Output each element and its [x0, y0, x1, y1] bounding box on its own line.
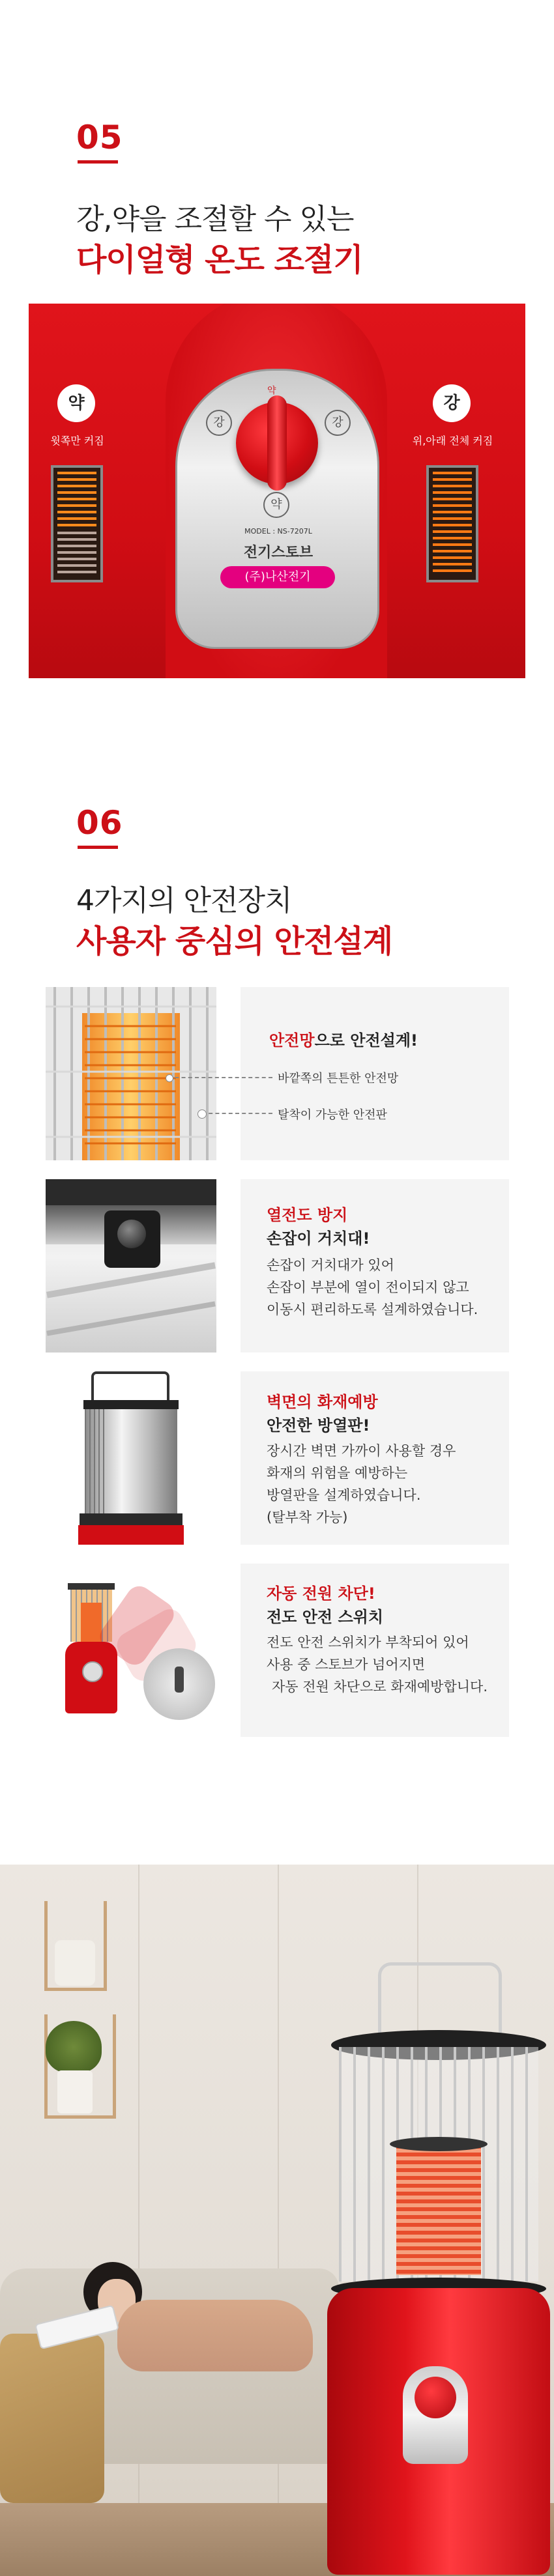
feature-3-line: 장시간 벽면 가까이 사용할 경우: [267, 1443, 456, 1459]
feature-2-line: 이동시 편리하도록 설계하였습니다.: [267, 1302, 478, 1317]
callout-line-1: [168, 1077, 272, 1078]
holder-knob: [117, 1220, 146, 1248]
knob-grip: [267, 395, 287, 491]
feature-2-title-red: 열전도 방지: [267, 1206, 348, 1224]
mini-stove-top: [68, 1583, 115, 1590]
feature-2-title-bold: 손잡이 거치대!: [267, 1229, 370, 1248]
right-heating-coil: [426, 465, 478, 582]
left-caption: 윗쪽만 커짐: [50, 435, 104, 447]
feature-1-title-red: 안전망: [269, 1031, 315, 1050]
section-title-line2: 사용자 중심의 안전설계: [76, 923, 393, 960]
product-stove: [331, 1962, 546, 2575]
dial-label-bottom: 약: [263, 492, 289, 518]
shield-handle: [91, 1371, 169, 1404]
feature-3-title-bold: 안전한 방열판!: [267, 1416, 370, 1435]
shield-grille: [85, 1409, 104, 1513]
feature-1-title-rest: 으로 안전설계!: [314, 1031, 418, 1050]
feature-2-line: 손잡이 부분에 열이 전이되지 않고: [267, 1280, 469, 1295]
left-badge: 약: [57, 384, 95, 422]
feature-4-title-bold: 전도 안전 스위치: [267, 1608, 383, 1626]
section-title-line1: 강,약을 조절할 수 있는: [76, 203, 354, 236]
lifestyle-photo: [0, 1865, 554, 2576]
feature-4-description: [267, 1631, 504, 1698]
shelf-vase-upper: [55, 1940, 95, 1986]
stove-handle: [378, 1962, 502, 2040]
feature-2-description: [267, 1254, 504, 1321]
stove-base-ring: [80, 1513, 182, 1525]
callout-dot-2: [197, 1109, 207, 1119]
section-number-underline: [78, 846, 118, 849]
safety-net-image: [46, 987, 216, 1160]
dial-label-top: 약: [267, 386, 276, 396]
feature-4-title-red: 자동 전원 차단!: [267, 1584, 375, 1603]
left-coil-lines: [53, 468, 100, 580]
temperature-dial-image: [29, 304, 525, 678]
feature-4-line: 사용 중 스토브가 넘어지면: [267, 1657, 426, 1672]
feature-3-title-red: 벽면의 화재예방: [267, 1393, 378, 1411]
handle-wire-2: [46, 1301, 215, 1336]
feature-3-line: 화재의 위험을 예방하는: [267, 1465, 408, 1481]
safety-net-grid: [46, 987, 216, 1160]
section-title-line2: 다이얼형 온도 조절기: [76, 242, 363, 278]
left-heating-coil: [51, 465, 103, 582]
temperature-knob[interactable]: [236, 402, 318, 484]
feature-4-line: 전도 안전 스위치가 부착되어 있어: [267, 1635, 469, 1650]
feature-2-line: 손잡이 거치대가 있어: [267, 1257, 394, 1273]
model-text: MODEL : NS-7207L: [244, 527, 312, 536]
right-caption: 위,아래 전체 커짐: [412, 435, 493, 447]
feature-1-title: [269, 1027, 418, 1050]
feature-1-callout-2: 탈착이 가능한 안전판: [278, 1108, 387, 1122]
shield-top: [83, 1400, 179, 1409]
right-coil-lines: [429, 468, 476, 580]
stove-rim: [46, 1179, 216, 1205]
stove-red-base: [78, 1525, 184, 1545]
right-badge: 강: [433, 384, 471, 422]
handle-holder-image: [46, 1179, 216, 1352]
feature-1-callout-1: 바깥쪽의 튼튼한 안전망: [278, 1072, 399, 1085]
maker-label: (주)나산전기: [220, 566, 335, 588]
heat-shield-image: [46, 1371, 216, 1545]
stove-heating-core: [396, 2145, 481, 2275]
section-title-line1: 4가지의 안전장치: [76, 884, 292, 917]
section-number: 06: [76, 804, 123, 842]
throw-blanket: [0, 2334, 104, 2503]
person-sweater: [117, 2300, 313, 2371]
plant-leaves: [46, 2021, 102, 2073]
feature-3-line: 방열판을 설계하였습니다.: [267, 1487, 421, 1503]
dial-label-right: 강: [325, 410, 351, 436]
feature-4-line: 자동 전원 차단으로 화재예방합니다.: [272, 1679, 488, 1695]
control-panel: [175, 369, 379, 649]
mini-stove-dial: [82, 1661, 103, 1682]
feature-3-line: (탈부착 가능): [267, 1510, 348, 1525]
tip-over-switch-image: [46, 1564, 216, 1737]
product-name: 전기스토브: [243, 545, 313, 561]
stove-dial-knob: [415, 2377, 456, 2418]
section-number-underline: [78, 160, 118, 164]
switch-pin: [175, 1667, 184, 1693]
dial-label-left: 강: [206, 410, 232, 436]
mini-stove-glow: [81, 1603, 102, 1642]
section-number: 05: [76, 119, 123, 156]
stove-core-cap: [390, 2137, 488, 2151]
callout-dot-1: [166, 1074, 173, 1082]
feature-3-description: [267, 1440, 504, 1528]
callout-line-2: [202, 1113, 272, 1114]
plant-pot: [57, 2070, 93, 2113]
